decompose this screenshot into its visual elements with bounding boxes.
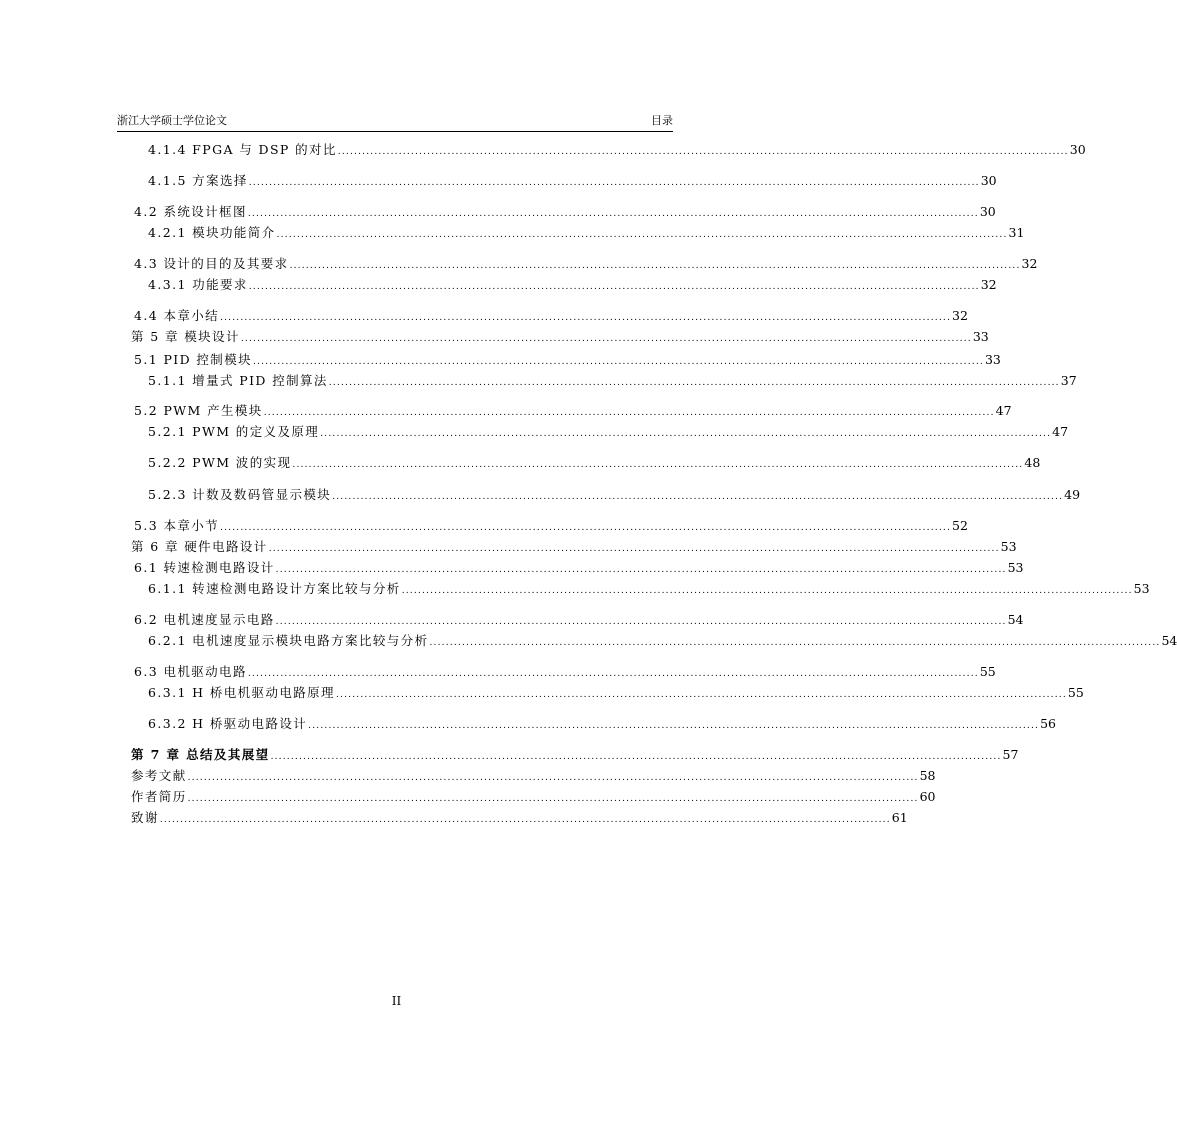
toc-entry-page: 32 <box>980 277 997 292</box>
toc-entry-title: 4.1.5 方案选择 <box>148 173 248 188</box>
toc-entry-title: 第 7 章 总结及其展望 <box>131 747 270 762</box>
toc-leader-dots: .................................................................................................................................................................................... <box>332 492 1064 502</box>
toc-entry-title: 5.2.3 计数及数码管显示模块 <box>148 487 332 502</box>
toc-leader-dots: .................................................................................................................................................................................... <box>247 669 979 679</box>
toc-entry-title: 5.2.2 PWM 波的实现 <box>148 455 292 470</box>
toc-leader-dots: .................................................................................................................................................................................... <box>289 261 1021 271</box>
toc-entry[interactable] <box>148 580 1150 598</box>
toc-entry-title: 致谢 <box>131 810 159 825</box>
toc-entry-page: 30 <box>980 173 997 188</box>
toc-entry[interactable] <box>148 224 1025 242</box>
toc-entry-page: 61 <box>891 810 908 825</box>
header-section-name: 目录 <box>651 114 673 127</box>
header-rule <box>117 131 673 132</box>
toc-entry-page: 54 <box>1161 633 1177 648</box>
toc-entry-page: 54 <box>1007 612 1024 627</box>
toc-entry[interactable] <box>134 351 1001 369</box>
toc-entry[interactable] <box>131 788 936 806</box>
toc-entry-page: 32 <box>1021 256 1038 271</box>
toc-entry-title: 6.3.1 H 桥电机驱动电路原理 <box>148 685 335 700</box>
toc-entry-page: 55 <box>979 664 996 679</box>
toc-entry-title: 5.2 PWM 产生模块 <box>134 403 263 418</box>
toc-leader-dots: .................................................................................................................................................................................... <box>335 690 1067 700</box>
toc-entry[interactable] <box>148 684 1084 702</box>
toc-leader-dots: .................................................................................................................................................................................... <box>275 617 1007 627</box>
toc-entry-title: 5.3 本章小节 <box>134 518 220 533</box>
toc-entry-page: 52 <box>952 518 968 533</box>
toc-entry-title: 4.4 本章小结 <box>134 308 220 323</box>
toc-entry-page: 57 <box>1002 747 1019 762</box>
toc-entry[interactable] <box>134 255 1038 273</box>
toc-entry[interactable] <box>131 538 1017 556</box>
toc-entry-title: 4.2 系统设计框图 <box>134 204 247 219</box>
toc-entry[interactable] <box>134 402 1012 420</box>
toc-leader-dots: .................................................................................................................................................................................... <box>187 794 919 804</box>
toc-entry[interactable] <box>134 517 968 535</box>
toc-entry-title: 4.3 设计的目的及其要求 <box>134 256 289 271</box>
toc-entry[interactable] <box>131 809 908 827</box>
toc-entry[interactable] <box>131 746 1019 764</box>
toc-leader-dots: .................................................................................................................................................................................... <box>253 357 984 367</box>
toc-entry-title: 4.3.1 功能要求 <box>148 277 248 292</box>
toc-entry-title: 6.2 电机速度显示电路 <box>134 612 275 627</box>
toc-entry[interactable] <box>134 611 1024 629</box>
toc-entry[interactable] <box>131 767 936 785</box>
toc-leader-dots: .................................................................................................................................................................................... <box>308 721 1040 731</box>
toc-entry-title: 第 5 章 模块设计 <box>131 329 240 344</box>
toc-entry[interactable] <box>148 141 1086 159</box>
toc-entry[interactable] <box>134 203 996 221</box>
toc-leader-dots: .................................................................................................................................................................................... <box>320 429 1052 439</box>
toc-entry-page: 37 <box>1060 373 1077 388</box>
toc-leader-dots: .................................................................................................................................................................................... <box>248 178 980 188</box>
toc-leader-dots: .................................................................................................................................................................................... <box>275 565 1007 575</box>
toc-entry-page: 47 <box>1052 424 1069 439</box>
toc-leader-dots: .................................................................................................................................................................................... <box>276 230 1008 240</box>
toc-entry-page: 49 <box>1064 487 1081 502</box>
toc-entry[interactable] <box>148 276 997 294</box>
toc-entry-title: 6.1.1 转速检测电路设计方案比较与分析 <box>148 581 401 596</box>
toc-entry-title: 4.1.4 FPGA 与 DSP 的对比 <box>148 142 337 157</box>
toc-entry-title: 6.3.2 H 桥驱动电路设计 <box>148 716 308 731</box>
toc-entry[interactable] <box>148 486 1081 504</box>
toc-leader-dots: .................................................................................................................................................................................... <box>328 378 1060 388</box>
toc-entry-title: 第 6 章 硬件电路设计 <box>131 539 268 554</box>
toc-leader-dots: .................................................................................................................................................................................... <box>220 523 952 533</box>
toc-leader-dots: .................................................................................................................................................................................... <box>187 773 919 783</box>
toc-entry-page: 55 <box>1067 685 1084 700</box>
toc-leader-dots: .................................................................................................................................................................................... <box>401 586 1133 596</box>
toc-entry-title: 参考文献 <box>131 768 187 783</box>
toc-entry-page: 48 <box>1024 455 1041 470</box>
toc-entry-page: 60 <box>919 789 936 804</box>
toc-entry-page: 32 <box>952 308 968 323</box>
toc-entry-page: 33 <box>984 352 1001 367</box>
toc-leader-dots: .................................................................................................................................................................................... <box>292 460 1024 470</box>
toc-entry-page: 47 <box>995 403 1012 418</box>
toc-entry-page: 53 <box>1133 581 1150 596</box>
toc-entry-page: 53 <box>1007 560 1024 575</box>
toc-entry-title: 5.1 PID 控制模块 <box>134 352 252 367</box>
toc-entry-page: 31 <box>1008 225 1025 240</box>
running-header <box>117 114 673 130</box>
toc-leader-dots: .................................................................................................................................................................................... <box>247 209 979 219</box>
toc-leader-dots: .................................................................................................................................................................................... <box>220 313 952 323</box>
toc-leader-dots: .................................................................................................................................................................................... <box>263 408 995 418</box>
toc-entry[interactable] <box>131 328 989 346</box>
toc-entry[interactable] <box>148 715 1057 733</box>
toc-entry[interactable] <box>134 559 1024 577</box>
toc-entry-page: 30 <box>979 204 996 219</box>
toc-entry[interactable] <box>148 172 997 190</box>
toc-leader-dots: .................................................................................................................................................................................... <box>270 752 1002 762</box>
toc-entry-title: 5.1.1 增量式 PID 控制算法 <box>148 373 328 388</box>
toc-entry-page: 30 <box>1069 142 1086 157</box>
toc-entry[interactable] <box>148 423 1069 441</box>
toc-entry-page: 53 <box>1000 539 1017 554</box>
toc-entry-title: 5.2.1 PWM 的定义及原理 <box>148 424 320 439</box>
toc-entry[interactable] <box>148 454 1041 472</box>
header-thesis-title: 浙江大学硕士学位论文 <box>117 114 227 127</box>
toc-entry[interactable] <box>134 663 996 681</box>
toc-leader-dots: .................................................................................................................................................................................... <box>240 334 972 344</box>
toc-entry-page: 56 <box>1040 716 1057 731</box>
toc-leader-dots: .................................................................................................................................................................................... <box>159 815 891 825</box>
toc-entry-title: 4.2.1 模块功能简介 <box>148 225 276 240</box>
toc-entry[interactable] <box>134 307 968 325</box>
toc-entry-title: 6.2.1 电机速度显示模块电路方案比较与分析 <box>148 633 429 648</box>
toc-leader-dots: .................................................................................................................................................................................... <box>337 147 1069 157</box>
toc-leader-dots: .................................................................................................................................................................................... <box>248 282 980 292</box>
toc-entry-title: 6.1 转速检测电路设计 <box>134 560 275 575</box>
toc-entry-page: 33 <box>972 329 989 344</box>
toc-entry-title: 6.3 电机驱动电路 <box>134 664 247 679</box>
toc-entry-page: 58 <box>919 768 936 783</box>
toc-entry[interactable] <box>148 372 1077 390</box>
toc-leader-dots: .................................................................................................................................................................................... <box>429 638 1161 648</box>
page-number: II <box>391 994 402 1008</box>
toc-entry[interactable] <box>148 632 1177 650</box>
toc-leader-dots: .................................................................................................................................................................................... <box>268 544 1000 554</box>
toc-entry-title: 作者简历 <box>131 789 187 804</box>
